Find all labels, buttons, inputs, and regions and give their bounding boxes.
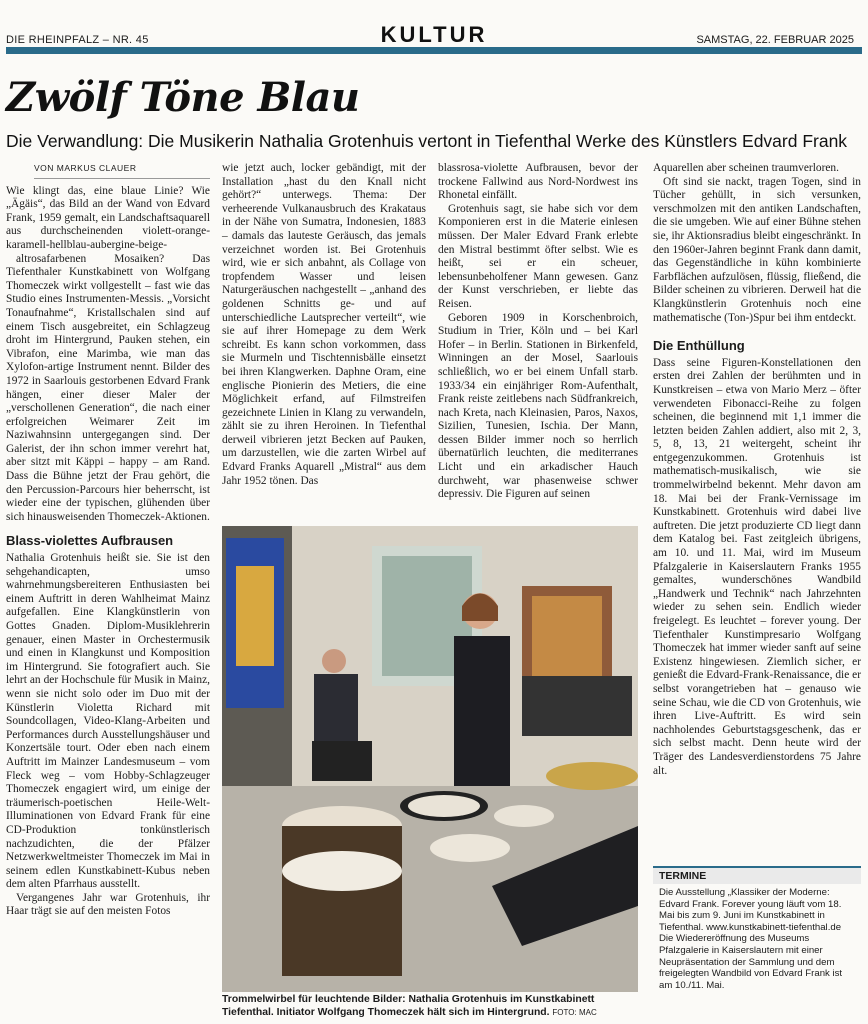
section-title: KULTUR [380,22,488,47]
termine-heading: TERMINE [653,866,861,884]
paragraph: blassrosa-violette Aufbrausen, bevor der trockene Fallwind aus Nord-Nordwest ins Rhonetal einfällt. [438,162,638,202]
subheading-enthuellung: Die Enthüllung [653,338,745,354]
paragraph: Dass seine Figuren-Konstellationen den ersten drei Zahlen der berühmten und in Kunstkreisen – etwa von Mario Merz – öfter verwendeten Fibonacci-Reihe zu folgen scheinen, die beginnend mit 1,1 immer die letzten beiden Zahlen addiert, also mit 2, 3, 5, 8, 13, 21 weitergeht, scheint ihr entgegenzukommen. Grotenhuis ist mathematisch-musikalisch, wie sie trommelwirbelnd bekennt. Mehr davon am 18. Mai bei der Frank-Vernissage im Kunstkabinett. Grotenhuis wird dabei live auftreten. Die jetzt produzierte CD liegt dann dem Katalog bei. Fast zeitgleich übrigens, am 10. und 11. Mai, wird im Museum Pfalzgalerie in Kaiserslautern Franks 1955 gemaltes, wunderschönes Wandbild „Handwerk und Technik“ nach Jahrzehnten wieder zu sehen sein. Endlich wieder freigelegt. Es leuchtet – forever young. Der Tiefenthaler Kunstimpresario Wolfgang Thomeczek hat immer wieder sanft auf seine Existenz hingewiesen. Ziemlich sicher, er genießt die Edvard-Frank-Renaissance, die er selbst vorangetrieben hat – genauso wie seine Schau, wie die CD von Grotenhuis, wie ihren Live-Auftritt. Es wird sein nachholendes Geburtstagsgeschenk, das er sich selbst macht. Denn heute wird der Träger des Landesverdienstordens 75 Jahre alt. [653,356,861,777]
paragraph: Nathalia Grotenhuis heißt sie. Sie ist den sehgehandicapten, umso wahrnehmungsbereiteren Enthusiasten bei einem Auftritt in deren Wahlheimat Mainz aufgefallen. Eine Klangkünstlerin von Gottes Gnaden. Diplom-Musiklehrerin genauer, einen Master in Orchestermusik und einen in Klangkunst und Komposition im Hintergrund. Sie fotografiert auch. Sie lehrt an der Hochschule für Musik in Mainz, wenn sie nicht solo oder im Duo mit der Künstlerin Violetta Richard mit Soundcollagen, Video-Klang-Arbeiten und Performances durch Ausstellungshäuser und Konzertsäle tourt. Oder eben nach einem Auftritt im Mainzer Landesmuseum – vom Fleck weg – vom Hobby-Schlagzeuger Thomeczek engagiert wird, um einige der träumerisch-poetischen Heile-Welt-Illuminationen von Edvard Frank für eine CD-Produktion tonkünstlerisch nachzudichten, die der Pfälzer Netzwerkweltmeister Thomeczek im Mai in seinem edlen Kunstkabinett-Kubus neben dem alten Pfarrhaus ausstellt. [6,552,210,891]
paragraph: altrosafarbenen Mosaiken? Das Tiefenthaler Kunstkabinett von Wolfgang Thomeczek wirkt vollgestellt – fast wie das Studio eines Instrumenten-Messis. „Vorsicht Tonaufnahme“, Kristallschalen sind auf einem Tisch ausgebreitet, ein Schlagzeug droht im Hintergrund, Pauken stehen, ein Vibrafon, eine Marimba, wie man das Xylofon-artige Instrument nennt. Bilder des 1972 in Saarlouis gestorbenen Edvard Frank hängen, einer dieser Maler der „verschollenen Generation“, die nach einer erfolgreichen Weimarer Zeit im Naziwahnsinn untergegangen sind. Der Galerist, der ihn schon immer verehrt hat, aber sitzt mit Käppi – happy – am Rand. Dass die Bühne jetzt der Frau gehört, die den Percussion-Parcours hier beherrscht, ist wieder eine der typischen, glühenden über sich hinausweisenden Thomeczek-Aktionen. [6,252,210,523]
article-photo [222,526,638,992]
paragraph: Wie klingt das, eine blaue Linie? Wie „Ägäis“, das Bild an der Wand von Edvard Frank, 1959 gemalt, ein Landschaftsaquarell aus durchscheinenden violett-orange-karamell-hellblau-aubergine-beige- [6,184,210,251]
paragraph: Aquarellen aber scheinen traumverloren. [653,162,839,174]
issue-date: SAMSTAG, 22. FEBRUAR 2025 [696,34,854,46]
subheadline: Die Verwandlung: Die Musikerin Nathalia Grotenhuis vertont in Tiefenthal Werke des Künstlers Edvard Frank [6,131,848,151]
paragraph: wie jetzt auch, locker gebändigt, mit der Installation „hast du den Knall nicht gehört?“ unterwegs. Thema: Der verheerende Vulkanausbruch des Krakataus in der Nähe von Sumatra, Indonesien, 1883 – damals das lauteste Geräusch, das jemals verzeichnet worden ist. Bei Grotenhuis wird, wie er sich anbahnt, als Collage von tropfendem Wasser und leisen Naturgeräuschen nachgestellt – „anhand des goldenen Schnitts ge- und auf unterschiedliche Lautsprecher verteilt“, wie sie auf ihrer Homepage zu dem Werk schreibt. Es kann schon vorkommen, dass sie Murmeln und Tischtennisbälle einsetzt bei ihren Klangwerken. Daphne Oram, eine englische Pionierin des Metiers, die eine Möglichkeit erfand, auf Filmstreifen gezeichnete Linien in Klang zu verwandeln, zählt sie zu ihren Heroinen. In Tiefenthal derweil vibrieren jetzt Becken auf Pauken, um darzustellen, wie die zarten Wirbel auf Edvard Franks Aquarell „Mistral“ aus dem Jahr 1952 tönen. Das [222,162,426,487]
caption-text: Trommelwirbel für leuchtende Bilder: Nathalia Grotenhuis im Kunstkabinett Tiefenthal. Initiator Wolfgang Thomeczek hält sich im Hintergrund. [222,994,595,1018]
headline: Zwölf Töne Blau [6,74,360,121]
paragraph: Vergangenes Jahr war Grotenhuis, ihr Haar trägt sie auf den meisten Fotos [6,891,210,918]
column-4 [653,162,861,778]
paragraph: Grotenhuis sagt, sie habe sich vor dem Komponieren erst in die Materie einlesen müssen. Der Maler Edvard Frank erlebte den Mistral bestimmt öfter selbst. Wie es heißt, sei er ein scheuer, lebensunbeholfener Mann gewesen. Ganz der Kunst verschrieben, er liebte das Reisen. [438,202,638,310]
paragraph: Oft sind sie nackt, tragen Togen, sind in Tücher gehüllt, in sich versunken, verschmolzen mit den antiken Landschaften, die sie umgeben. Wie auf einer Bühne stehen sie, ihr Aktionsradius bleibt eingeschränkt. In den 1960er-Jahren beginnt Frank dann damit, das Gegenständliche in kühn kombinierte Farbflächen aufzulösen, flüssig, fließend, die Bilder scheinen zu vibrieren. Derweil hat die Klangkünstlerin Grotenhuis noch eine mathematische (Ton-)Spur bei ihm entdeckt. [653,175,861,324]
masthead-rule [6,47,862,54]
photo-illustration [222,526,638,992]
column-3 [438,162,638,502]
column-1 [6,162,210,919]
paragraph: Geboren 1909 in Korschenbroich, Studium in Trier, Köln und – bei Karl Hofer – in Berlin. Stationen in Birkenfeld, Winningen an der Mosel, Saarlouis schließlich, wo er bei einem Unfall starb. 1933/34 ein einjähriger Rom-Aufenthalt, Frank reiste zeitlebens nach Südfrankreich, nach Kreta, nach Kleinasien, Paros, Naxos, Sizilien, Tunesien, Ischia. Der Mann, dessen Bilder immer noch so herrlich übernatürlich leuchten, die mediterranes Licht und ein arkadischer Hauch durchweht, war phasenweise schwer depressiv. Die Figuren auf seinen [438,311,638,501]
column-2 [222,162,426,488]
termine-box [653,866,861,994]
photo-caption [222,994,638,1019]
termine-body: Die Ausstellung „Klassiker der Moderne: Edvard Frank. Forever young läuft vom 18. Mai bis zum 9. Juni im Kunstkabinett in Tiefenthal. www.kunstkabinett-tiefenthal.de Die Wiedereröffnung des Museums Pfalzgalerie in Kaiserslautern mit einer Neupräsentation der Sammlung und dem freigelegten Wandbild von Edvard Frank ist am 10./11. Mai. [659,887,843,991]
byline: VON MARKUS CLAUER [34,162,210,179]
photo-credit: FOTO: MAC [552,1007,597,1017]
paper-name: DIE RHEINPFALZ – NR. 45 [6,34,149,46]
subheading-blass: Blass-violettes Aufbrausen [6,533,174,549]
